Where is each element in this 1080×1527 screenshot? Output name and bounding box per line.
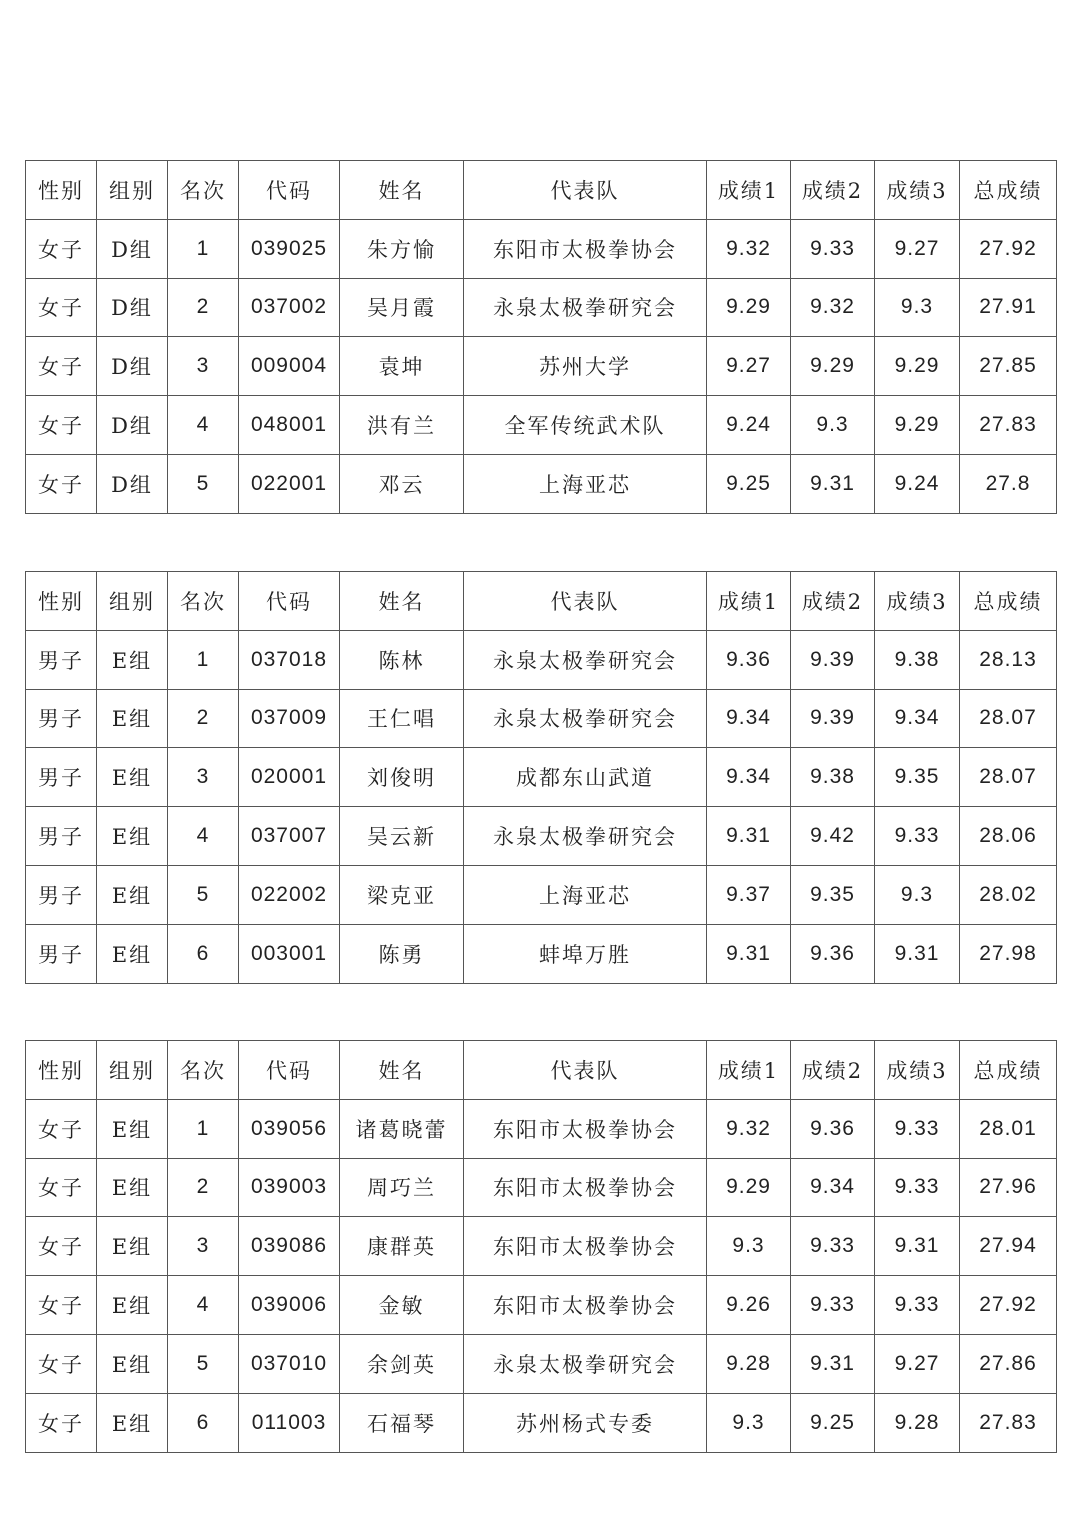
cell-score-1: 9.32 bbox=[707, 219, 791, 278]
cell-team: 东阳市太极拳协会 bbox=[464, 1276, 707, 1335]
cell-rank: 1 bbox=[168, 630, 239, 689]
cell-score-1: 9.27 bbox=[707, 337, 791, 396]
cell-group: E组 bbox=[97, 630, 168, 689]
cell-total-score: 28.07 bbox=[960, 689, 1057, 748]
cell-score-2: 9.25 bbox=[791, 1393, 875, 1452]
table-row bbox=[26, 278, 1057, 337]
header-code: 代码 bbox=[239, 161, 340, 220]
cell-team: 全军传统武术队 bbox=[464, 396, 707, 455]
cell-rank: 3 bbox=[168, 748, 239, 807]
table-row bbox=[26, 924, 1057, 983]
cell-score-2: 9.39 bbox=[791, 630, 875, 689]
cell-gender: 女子 bbox=[26, 454, 97, 513]
cell-code: 020001 bbox=[239, 748, 340, 807]
header-row bbox=[26, 1041, 1057, 1100]
cell-name: 洪有兰 bbox=[340, 396, 464, 455]
cell-rank: 2 bbox=[168, 1158, 239, 1217]
header-group: 组别 bbox=[97, 161, 168, 220]
header-row bbox=[26, 572, 1057, 631]
cell-score-2: 9.36 bbox=[791, 924, 875, 983]
header-name: 姓名 bbox=[340, 572, 464, 631]
cell-score-1: 9.31 bbox=[707, 807, 791, 866]
cell-score-1: 9.36 bbox=[707, 630, 791, 689]
cell-score-2: 9.42 bbox=[791, 807, 875, 866]
cell-rank: 3 bbox=[168, 1217, 239, 1276]
header-score-1: 成绩1 bbox=[707, 1041, 791, 1100]
cell-rank: 5 bbox=[168, 1334, 239, 1393]
table-row bbox=[26, 1276, 1057, 1335]
cell-team: 东阳市太极拳协会 bbox=[464, 1099, 707, 1158]
table-row bbox=[26, 748, 1057, 807]
cell-score-1: 9.37 bbox=[707, 865, 791, 924]
results-table bbox=[25, 571, 1057, 984]
cell-name: 陈林 bbox=[340, 630, 464, 689]
cell-group: D组 bbox=[97, 219, 168, 278]
cell-team: 东阳市太极拳协会 bbox=[464, 1158, 707, 1217]
cell-gender: 女子 bbox=[26, 219, 97, 278]
cell-score-2: 9.35 bbox=[791, 865, 875, 924]
cell-score-1: 9.34 bbox=[707, 748, 791, 807]
header-rank: 名次 bbox=[168, 1041, 239, 1100]
table-row bbox=[26, 337, 1057, 396]
cell-gender: 女子 bbox=[26, 1276, 97, 1335]
cell-gender: 男子 bbox=[26, 865, 97, 924]
cell-name: 梁克亚 bbox=[340, 865, 464, 924]
cell-code: 037010 bbox=[239, 1334, 340, 1393]
table-row bbox=[26, 1334, 1057, 1393]
cell-score-3: 9.33 bbox=[875, 1276, 960, 1335]
cell-group: D组 bbox=[97, 278, 168, 337]
cell-code: 022002 bbox=[239, 865, 340, 924]
cell-group: E组 bbox=[97, 1158, 168, 1217]
cell-rank: 3 bbox=[168, 337, 239, 396]
cell-code: 037018 bbox=[239, 630, 340, 689]
table-row bbox=[26, 454, 1057, 513]
header-gender: 性别 bbox=[26, 572, 97, 631]
cell-gender: 女子 bbox=[26, 396, 97, 455]
cell-group: E组 bbox=[97, 1276, 168, 1335]
cell-group: D组 bbox=[97, 396, 168, 455]
cell-code: 022001 bbox=[239, 454, 340, 513]
cell-score-3: 9.3 bbox=[875, 278, 960, 337]
cell-score-2: 9.31 bbox=[791, 454, 875, 513]
cell-total-score: 27.92 bbox=[960, 219, 1057, 278]
cell-code: 039006 bbox=[239, 1276, 340, 1335]
cell-team: 永泉太极拳研究会 bbox=[464, 807, 707, 866]
cell-group: E组 bbox=[97, 689, 168, 748]
header-score-1: 成绩1 bbox=[707, 572, 791, 631]
cell-group: E组 bbox=[97, 807, 168, 866]
cell-group: D组 bbox=[97, 337, 168, 396]
cell-group: E组 bbox=[97, 924, 168, 983]
cell-name: 吴云新 bbox=[340, 807, 464, 866]
cell-rank: 5 bbox=[168, 454, 239, 513]
cell-total-score: 27.85 bbox=[960, 337, 1057, 396]
cell-score-2: 9.3 bbox=[791, 396, 875, 455]
cell-team: 永泉太极拳研究会 bbox=[464, 1334, 707, 1393]
cell-group: E组 bbox=[97, 1217, 168, 1276]
cell-score-2: 9.36 bbox=[791, 1099, 875, 1158]
header-code: 代码 bbox=[239, 1041, 340, 1100]
cell-total-score: 27.8 bbox=[960, 454, 1057, 513]
cell-group: E组 bbox=[97, 748, 168, 807]
cell-name: 康群英 bbox=[340, 1217, 464, 1276]
cell-total-score: 28.07 bbox=[960, 748, 1057, 807]
cell-total-score: 28.13 bbox=[960, 630, 1057, 689]
header-team: 代表队 bbox=[464, 161, 707, 220]
cell-total-score: 27.86 bbox=[960, 1334, 1057, 1393]
cell-gender: 女子 bbox=[26, 1334, 97, 1393]
cell-score-2: 9.39 bbox=[791, 689, 875, 748]
cell-team: 永泉太极拳研究会 bbox=[464, 278, 707, 337]
cell-name: 吴月霞 bbox=[340, 278, 464, 337]
cell-rank: 1 bbox=[168, 219, 239, 278]
cell-score-3: 9.38 bbox=[875, 630, 960, 689]
cell-rank: 2 bbox=[168, 689, 239, 748]
cell-code: 039056 bbox=[239, 1099, 340, 1158]
cell-code: 011003 bbox=[239, 1393, 340, 1452]
cell-name: 刘俊明 bbox=[340, 748, 464, 807]
cell-name: 诸葛晓蕾 bbox=[340, 1099, 464, 1158]
table-row bbox=[26, 630, 1057, 689]
header-total-score: 总成绩 bbox=[960, 572, 1057, 631]
cell-score-3: 9.3 bbox=[875, 865, 960, 924]
header-code: 代码 bbox=[239, 572, 340, 631]
header-score-1: 成绩1 bbox=[707, 161, 791, 220]
cell-score-1: 9.34 bbox=[707, 689, 791, 748]
cell-code: 048001 bbox=[239, 396, 340, 455]
cell-score-1: 9.31 bbox=[707, 924, 791, 983]
cell-total-score: 27.92 bbox=[960, 1276, 1057, 1335]
cell-score-3: 9.33 bbox=[875, 807, 960, 866]
cell-gender: 女子 bbox=[26, 1393, 97, 1452]
cell-name: 袁坤 bbox=[340, 337, 464, 396]
cell-score-3: 9.24 bbox=[875, 454, 960, 513]
cell-rank: 4 bbox=[168, 807, 239, 866]
header-team: 代表队 bbox=[464, 572, 707, 631]
cell-score-1: 9.32 bbox=[707, 1099, 791, 1158]
header-score-3: 成绩3 bbox=[875, 1041, 960, 1100]
cell-gender: 男子 bbox=[26, 807, 97, 866]
cell-score-3: 9.31 bbox=[875, 1217, 960, 1276]
cell-team: 苏州大学 bbox=[464, 337, 707, 396]
cell-code: 039003 bbox=[239, 1158, 340, 1217]
cell-score-2: 9.29 bbox=[791, 337, 875, 396]
header-gender: 性别 bbox=[26, 161, 97, 220]
cell-score-2: 9.33 bbox=[791, 1217, 875, 1276]
cell-team: 永泉太极拳研究会 bbox=[464, 689, 707, 748]
cell-score-3: 9.34 bbox=[875, 689, 960, 748]
cell-code: 037009 bbox=[239, 689, 340, 748]
results-table bbox=[25, 1040, 1057, 1453]
cell-score-2: 9.38 bbox=[791, 748, 875, 807]
header-total-score: 总成绩 bbox=[960, 161, 1057, 220]
cell-score-1: 9.29 bbox=[707, 1158, 791, 1217]
cell-score-3: 9.35 bbox=[875, 748, 960, 807]
header-name: 姓名 bbox=[340, 161, 464, 220]
header-total-score: 总成绩 bbox=[960, 1041, 1057, 1100]
table-row bbox=[26, 1158, 1057, 1217]
cell-team: 东阳市太极拳协会 bbox=[464, 1217, 707, 1276]
cell-code: 039025 bbox=[239, 219, 340, 278]
header-rank: 名次 bbox=[168, 161, 239, 220]
cell-score-1: 9.25 bbox=[707, 454, 791, 513]
cell-score-3: 9.29 bbox=[875, 337, 960, 396]
header-score-2: 成绩2 bbox=[791, 161, 875, 220]
cell-score-1: 9.28 bbox=[707, 1334, 791, 1393]
cell-total-score: 27.83 bbox=[960, 1393, 1057, 1452]
cell-team: 苏州杨式专委 bbox=[464, 1393, 707, 1452]
table-row bbox=[26, 1393, 1057, 1452]
cell-rank: 5 bbox=[168, 865, 239, 924]
cell-score-1: 9.3 bbox=[707, 1393, 791, 1452]
table-row bbox=[26, 219, 1057, 278]
cell-code: 009004 bbox=[239, 337, 340, 396]
cell-gender: 女子 bbox=[26, 1217, 97, 1276]
cell-score-3: 9.33 bbox=[875, 1158, 960, 1217]
table-row bbox=[26, 689, 1057, 748]
cell-score-1: 9.29 bbox=[707, 278, 791, 337]
cell-group: E组 bbox=[97, 1099, 168, 1158]
cell-total-score: 28.01 bbox=[960, 1099, 1057, 1158]
cell-team: 东阳市太极拳协会 bbox=[464, 219, 707, 278]
header-row bbox=[26, 161, 1057, 220]
cell-gender: 女子 bbox=[26, 278, 97, 337]
results-table bbox=[25, 160, 1057, 514]
cell-rank: 4 bbox=[168, 1276, 239, 1335]
cell-score-2: 9.32 bbox=[791, 278, 875, 337]
cell-code: 037002 bbox=[239, 278, 340, 337]
cell-rank: 2 bbox=[168, 278, 239, 337]
cell-score-3: 9.31 bbox=[875, 924, 960, 983]
cell-team: 上海亚芯 bbox=[464, 454, 707, 513]
table-row bbox=[26, 865, 1057, 924]
cell-rank: 1 bbox=[168, 1099, 239, 1158]
cell-total-score: 28.06 bbox=[960, 807, 1057, 866]
cell-rank: 6 bbox=[168, 1393, 239, 1452]
header-gender: 性别 bbox=[26, 1041, 97, 1100]
cell-group: D组 bbox=[97, 454, 168, 513]
cell-score-1: 9.3 bbox=[707, 1217, 791, 1276]
table-row bbox=[26, 1099, 1057, 1158]
header-score-3: 成绩3 bbox=[875, 572, 960, 631]
cell-team: 蚌埠万胜 bbox=[464, 924, 707, 983]
header-score-2: 成绩2 bbox=[791, 572, 875, 631]
cell-code: 003001 bbox=[239, 924, 340, 983]
cell-name: 金敏 bbox=[340, 1276, 464, 1335]
cell-gender: 男子 bbox=[26, 689, 97, 748]
cell-group: E组 bbox=[97, 1393, 168, 1452]
cell-team: 上海亚芯 bbox=[464, 865, 707, 924]
cell-score-2: 9.33 bbox=[791, 219, 875, 278]
cell-score-1: 9.26 bbox=[707, 1276, 791, 1335]
header-rank: 名次 bbox=[168, 572, 239, 631]
cell-score-2: 9.31 bbox=[791, 1334, 875, 1393]
cell-score-3: 9.28 bbox=[875, 1393, 960, 1452]
cell-gender: 男子 bbox=[26, 748, 97, 807]
cell-group: E组 bbox=[97, 865, 168, 924]
header-score-2: 成绩2 bbox=[791, 1041, 875, 1100]
cell-score-3: 9.27 bbox=[875, 219, 960, 278]
cell-name: 王仁唱 bbox=[340, 689, 464, 748]
cell-total-score: 27.83 bbox=[960, 396, 1057, 455]
cell-name: 朱方愉 bbox=[340, 219, 464, 278]
cell-name: 陈勇 bbox=[340, 924, 464, 983]
cell-total-score: 27.94 bbox=[960, 1217, 1057, 1276]
header-group: 组别 bbox=[97, 1041, 168, 1100]
table-row bbox=[26, 396, 1057, 455]
header-score-3: 成绩3 bbox=[875, 161, 960, 220]
cell-name: 石福琴 bbox=[340, 1393, 464, 1452]
cell-total-score: 27.98 bbox=[960, 924, 1057, 983]
cell-gender: 女子 bbox=[26, 337, 97, 396]
cell-total-score: 28.02 bbox=[960, 865, 1057, 924]
header-name: 姓名 bbox=[340, 1041, 464, 1100]
table-row bbox=[26, 807, 1057, 866]
cell-team: 永泉太极拳研究会 bbox=[464, 630, 707, 689]
header-group: 组别 bbox=[97, 572, 168, 631]
cell-rank: 4 bbox=[168, 396, 239, 455]
cell-score-2: 9.34 bbox=[791, 1158, 875, 1217]
cell-name: 余剑英 bbox=[340, 1334, 464, 1393]
cell-gender: 男子 bbox=[26, 630, 97, 689]
cell-name: 周巧兰 bbox=[340, 1158, 464, 1217]
cell-name: 邓云 bbox=[340, 454, 464, 513]
cell-code: 037007 bbox=[239, 807, 340, 866]
cell-total-score: 27.96 bbox=[960, 1158, 1057, 1217]
cell-total-score: 27.91 bbox=[960, 278, 1057, 337]
table-row bbox=[26, 1217, 1057, 1276]
cell-group: E组 bbox=[97, 1334, 168, 1393]
header-team: 代表队 bbox=[464, 1041, 707, 1100]
cell-gender: 女子 bbox=[26, 1099, 97, 1158]
cell-team: 成都东山武道 bbox=[464, 748, 707, 807]
cell-gender: 男子 bbox=[26, 924, 97, 983]
cell-score-2: 9.33 bbox=[791, 1276, 875, 1335]
cell-score-1: 9.24 bbox=[707, 396, 791, 455]
cell-score-3: 9.29 bbox=[875, 396, 960, 455]
cell-rank: 6 bbox=[168, 924, 239, 983]
cell-score-3: 9.33 bbox=[875, 1099, 960, 1158]
cell-gender: 女子 bbox=[26, 1158, 97, 1217]
cell-score-3: 9.27 bbox=[875, 1334, 960, 1393]
cell-code: 039086 bbox=[239, 1217, 340, 1276]
